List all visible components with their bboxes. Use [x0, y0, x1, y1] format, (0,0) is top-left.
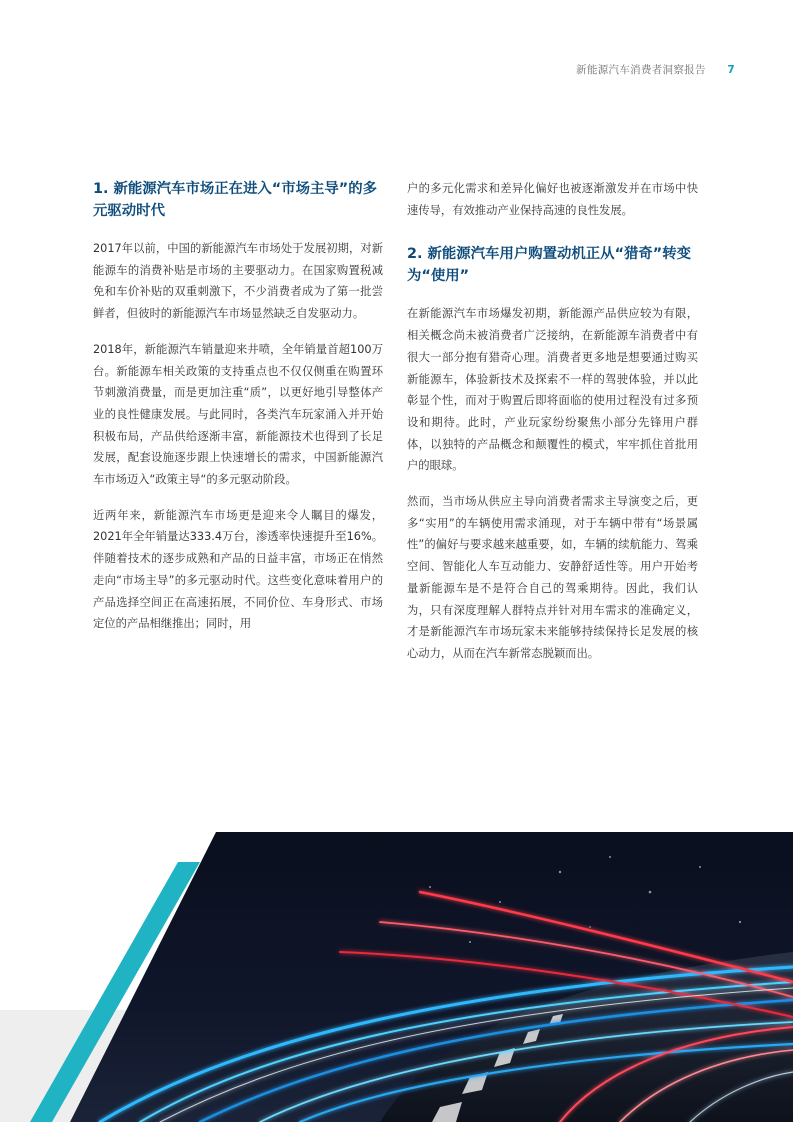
page-header	[576, 62, 735, 77]
paragraph: 然而，当市场从供应主导向消费者需求主导演变之后，更多“实用”的车辆使用需求涌现，对于车辆中带有“场景属性”的偏好与要求越来越重要，如，车辆的续航能力、驾乘空间、智能化人车互动能力、安静舒适性等。用户开始考量新能源车是不是符合自己的驾乘期待。因此，我们认为，只有深度理解人群特点并针对用车需求的准确定义，才是新能源汽车市场玩家未来能够持续保持长足发展的核心动力，从而在汽车新常态脱颖而出。	[407, 495, 698, 660]
paragraph: 2018年，新能源汽车销量迎来井喷，全年销量首超100万台。新能源车相关政策的支持重点也不仅仅侧重在购置环节刺激消费量，而是更加注重“质”，以更好地引导整体产业的良性健康发展。与此同时，各类汽车玩家涌入并开始积极布局，产品供给逐渐丰富，新能源技术也得到了长足发展，配套设施逐步跟上快速增长的需求，中国新能源汽车市场迈入“政策主导“的多元驱动阶段。	[93, 342, 383, 487]
paragraph: 近两年来，新能源汽车市场更是迎来令人瞩目的爆发，2021年全年销量达333.4万台，渗透率快速提升至16%。伴随着技术的逐步成熟和产品的日益丰富，市场正在悄然走向“市场主导”的多元驱动时代。这些变化意味着用户的产品选择空间正在高速拓展，不同价位、车身形式、市场定位的产品相继推出；同时，用	[93, 508, 383, 631]
report-title: 新能源汽车消费者洞察报告	[576, 64, 706, 76]
paragraph: 在新能源汽车市场爆发初期，新能源产品供应较为有限，相关概念尚未被消费者广泛接纳，在新能源车消费者中有很大一部分抱有猎奇心理。消费者更多地是想要通过购买新能源车，体验新技术及探索不一样的驾驶体验，并以此彰显个性，而对于购置后即将面临的使用过程没有过多预设和期待。此时，产业玩家纷纷聚焦小部分先锋用户群体，以独特的产品概念和颠覆性的模式，牢牢抓住首批用户的眼球。	[407, 307, 698, 473]
section-heading-1: 1. 新能源汽车市场正在进入“市场主导”的多元驱动时代	[93, 181, 378, 219]
paragraph-continuation: 户的多元化需求和差异化偏好也被逐渐激发并在市场中快速传导，有效推动产业保持高速的良性发展。	[407, 182, 698, 217]
paragraph: 2017年以前，中国的新能源汽车市场处于发展初期，对新能源车的消费补贴是市场的主要驱动力。在国家购置税减免和车价补贴的双重刺激下，不少消费者成为了第一批尝鲜者，但彼时的新能源汽车市场显然缺乏自发驱动力。	[93, 242, 383, 321]
section-heading-2: 2. 新能源汽车用户购置动机正从“猎奇”转变为“使用”	[407, 246, 692, 285]
light-trails-hero-image	[0, 832, 793, 1122]
left-column	[93, 178, 383, 649]
page-number: 7	[727, 64, 735, 76]
right-column	[407, 178, 698, 679]
